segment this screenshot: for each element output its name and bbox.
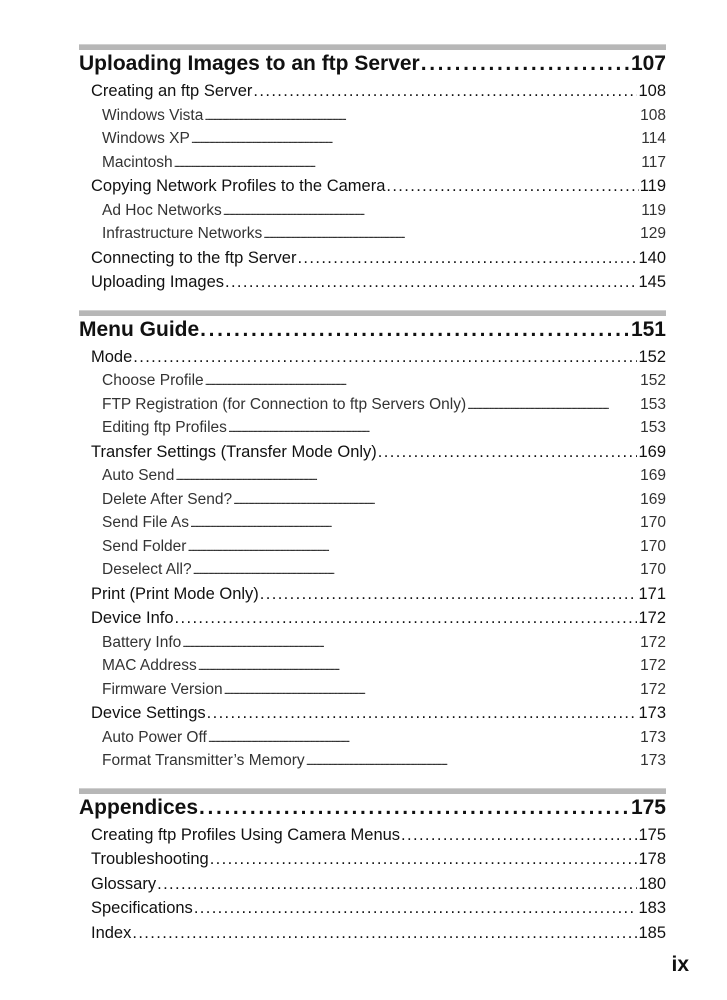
dot-leader xyxy=(187,538,639,556)
page-number-footer: ix xyxy=(671,953,689,976)
section-page-number: 175 xyxy=(630,795,666,819)
section-title: Menu Guide xyxy=(79,317,200,341)
toc-entry[interactable] xyxy=(79,875,666,900)
dot-leader xyxy=(157,875,637,894)
dot-leader xyxy=(297,249,637,268)
toc-section xyxy=(79,788,666,949)
section-page-number: 151 xyxy=(630,317,666,341)
toc-entry[interactable] xyxy=(79,585,666,610)
section-heading[interactable] xyxy=(79,318,666,348)
toc-subentry[interactable] xyxy=(79,130,666,154)
entry-page-number: 171 xyxy=(638,584,666,603)
dot-leader xyxy=(467,396,639,414)
entry-title: Glossary xyxy=(91,874,157,893)
entry-page-number: 183 xyxy=(638,899,666,917)
entry-page-number: 172 xyxy=(640,633,666,651)
dot-leader xyxy=(225,273,637,292)
dot-leader xyxy=(133,348,637,367)
entry-title: MAC Address xyxy=(102,657,197,674)
toc-subentry[interactable] xyxy=(79,657,666,681)
dot-leader xyxy=(223,202,641,220)
entry-title: Device Info xyxy=(91,609,174,627)
toc-entry[interactable] xyxy=(79,273,666,298)
entry-page-number: 145 xyxy=(638,273,666,291)
toc-subentry[interactable] xyxy=(79,752,666,776)
section-heading[interactable] xyxy=(79,52,666,82)
toc-subentry[interactable] xyxy=(79,467,666,491)
entry-title: Transfer Settings (Transfer Mode Only) xyxy=(91,442,377,461)
table-of-contents xyxy=(79,44,666,960)
toc-subentry[interactable] xyxy=(79,729,666,753)
entry-page-number: 152 xyxy=(640,372,666,389)
entry-title: Index xyxy=(91,923,132,942)
dot-leader xyxy=(200,318,630,342)
toc-entry[interactable] xyxy=(79,924,666,949)
toc-entry[interactable] xyxy=(79,348,666,373)
entry-page-number: 153 xyxy=(640,419,666,436)
dot-leader xyxy=(224,681,640,699)
entry-page-number: 169 xyxy=(640,490,666,508)
dot-leader xyxy=(175,609,638,628)
dot-leader xyxy=(199,796,630,820)
entry-title: Infrastructure Networks xyxy=(102,225,263,242)
section-divider xyxy=(79,788,666,794)
entry-title: FTP Registration (for Connection to ftp Servers Only) xyxy=(102,395,467,413)
dot-leader xyxy=(401,826,637,845)
toc-subentry[interactable] xyxy=(79,538,666,562)
entry-page-number: 140 xyxy=(638,248,666,267)
dot-leader xyxy=(194,899,638,918)
entry-title: Specifications xyxy=(91,899,193,917)
entry-page-number: 114 xyxy=(641,130,666,147)
entry-title: Copying Network Profiles to the Camera xyxy=(91,177,386,195)
dot-leader xyxy=(174,154,641,172)
toc-entry[interactable] xyxy=(79,850,666,875)
dot-leader xyxy=(253,82,637,101)
entry-page-number: 170 xyxy=(640,561,666,578)
dot-leader xyxy=(306,752,639,770)
dot-leader xyxy=(378,443,638,462)
entry-page-number: 178 xyxy=(638,850,666,868)
entry-page-number: 172 xyxy=(638,609,666,627)
entry-title: Windows XP xyxy=(102,130,190,147)
entry-title: Choose Profile xyxy=(102,372,204,389)
section-page-number: 107 xyxy=(630,52,666,75)
toc-subentry[interactable] xyxy=(79,514,666,538)
entry-page-number: 170 xyxy=(640,537,666,555)
toc-subentry[interactable] xyxy=(79,396,666,420)
section-title: Appendices xyxy=(79,795,199,819)
entry-title: Auto Power Off xyxy=(102,728,207,746)
toc-section xyxy=(79,310,666,776)
entry-page-number: 119 xyxy=(639,177,666,195)
entry-title: Editing ftp Profiles xyxy=(102,419,227,436)
toc-section xyxy=(79,44,666,298)
dot-leader xyxy=(210,850,638,869)
toc-subentry[interactable] xyxy=(79,491,666,515)
toc-entry[interactable] xyxy=(79,899,666,924)
dot-leader xyxy=(132,924,637,943)
dot-leader xyxy=(175,467,639,485)
dot-leader xyxy=(228,419,639,437)
entry-page-number: 173 xyxy=(640,752,666,769)
dot-leader xyxy=(205,372,639,390)
toc-subentry[interactable] xyxy=(79,107,666,131)
entry-title: Firmware Version xyxy=(102,680,223,698)
entry-title: Troubleshooting xyxy=(91,850,209,868)
entry-page-number: 170 xyxy=(640,514,666,531)
entry-title: Ad Hoc Networks xyxy=(102,201,222,219)
entry-title: Deselect All? xyxy=(102,561,192,578)
entry-title: Auto Send xyxy=(102,467,175,484)
entry-title: Macintosh xyxy=(102,153,173,171)
entry-page-number: 180 xyxy=(638,874,666,893)
entry-title: Uploading Images xyxy=(91,273,224,291)
entry-page-number: 119 xyxy=(641,201,666,219)
toc-subentry[interactable] xyxy=(79,202,666,226)
entry-page-number: 108 xyxy=(638,82,666,100)
entry-page-number: 169 xyxy=(638,442,666,461)
entry-page-number: 185 xyxy=(638,923,666,942)
dot-leader xyxy=(191,130,640,148)
entry-page-number: 173 xyxy=(640,728,666,746)
dot-leader xyxy=(204,107,639,125)
dot-leader xyxy=(260,585,638,604)
dot-leader xyxy=(193,561,640,579)
toc-entry[interactable] xyxy=(79,704,666,729)
toc-subentry[interactable] xyxy=(79,681,666,705)
entry-page-number: 153 xyxy=(640,395,666,413)
entry-title: Delete After Send? xyxy=(102,490,233,508)
entry-page-number: 108 xyxy=(640,106,666,124)
dot-leader xyxy=(386,177,638,196)
entry-page-number: 129 xyxy=(640,225,666,242)
dot-leader xyxy=(233,491,639,509)
dot-leader xyxy=(182,634,639,652)
entry-title: Send Folder xyxy=(102,537,187,555)
toc-entry[interactable] xyxy=(79,177,666,202)
entry-title: Device Settings xyxy=(91,704,206,722)
entry-title: Connecting to the ftp Server xyxy=(91,248,297,267)
dot-leader xyxy=(207,704,638,723)
entry-title: Windows Vista xyxy=(102,106,204,124)
entry-title: Format Transmitter’s Memory xyxy=(102,752,305,769)
toc-subentry[interactable] xyxy=(79,634,666,658)
toc-subentry[interactable] xyxy=(79,225,666,249)
entry-title: Creating ftp Profiles Using Camera Menus xyxy=(91,825,401,844)
section-divider xyxy=(79,310,666,316)
entry-title: Print (Print Mode Only) xyxy=(91,584,259,603)
dot-leader xyxy=(208,729,639,747)
entry-page-number: 172 xyxy=(640,680,666,698)
entry-page-number: 175 xyxy=(638,825,666,844)
toc-subentry[interactable] xyxy=(79,154,666,178)
entry-title: Send File As xyxy=(102,514,190,531)
entry-title: Mode xyxy=(91,347,133,366)
entry-page-number: 172 xyxy=(640,657,666,674)
dot-leader xyxy=(263,225,639,243)
toc-entry[interactable] xyxy=(79,443,666,468)
entry-page-number: 117 xyxy=(641,153,666,171)
section-title: Uploading Images to an ftp Server xyxy=(79,52,420,75)
toc-entry[interactable] xyxy=(79,826,666,851)
toc-entry[interactable] xyxy=(79,82,666,107)
toc-entry[interactable] xyxy=(79,609,666,634)
entry-page-number: 169 xyxy=(640,467,666,484)
dot-leader xyxy=(198,657,639,675)
entry-title: Battery Info xyxy=(102,633,182,651)
toc-subentry[interactable] xyxy=(79,372,666,396)
section-divider xyxy=(79,44,666,50)
dot-leader xyxy=(190,514,639,532)
entry-title: Creating an ftp Server xyxy=(91,82,253,100)
section-heading[interactable] xyxy=(79,796,666,826)
entry-page-number: 173 xyxy=(638,704,666,722)
toc-subentry[interactable] xyxy=(79,561,666,585)
dot-leader xyxy=(421,52,630,76)
toc-entry[interactable] xyxy=(79,249,666,274)
entry-page-number: 152 xyxy=(638,347,666,366)
toc-subentry[interactable] xyxy=(79,419,666,443)
